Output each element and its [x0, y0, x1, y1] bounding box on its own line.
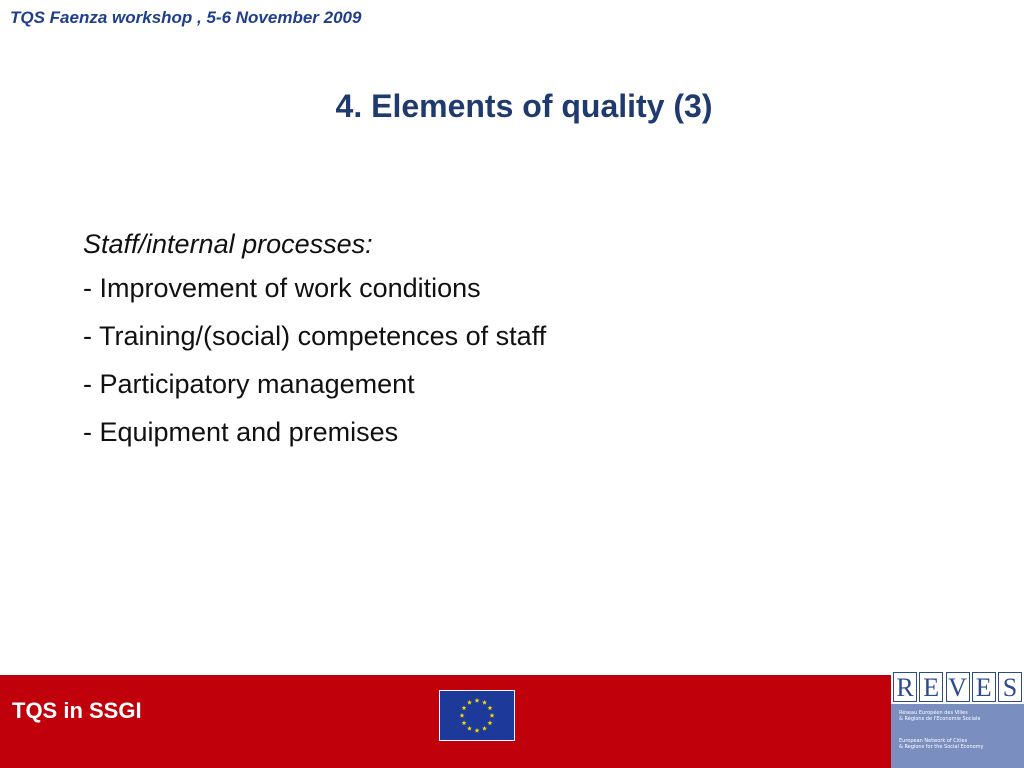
logo-line: European Network of Cities [899, 738, 968, 744]
event-header: TQS Faenza workshop , 5-6 November 2009 [10, 8, 362, 27]
logo-line: Réseau Européen des Villes [899, 710, 968, 716]
bullet-item: - Training/(social) competences of staff [83, 321, 547, 351]
logo-french-text [899, 710, 980, 722]
eu-star-icon [467, 700, 472, 705]
logo-line: & Regions for the Social Economy [899, 744, 984, 750]
eu-star-icon [462, 720, 467, 725]
bullet-item: - Equipment and premises [83, 417, 399, 447]
logo-line: & Régions de l'Economie Sociale [899, 716, 981, 722]
reves-wordmark [891, 670, 1024, 704]
eu-star-icon [467, 726, 472, 731]
bullet-item: - Participatory management [83, 369, 415, 399]
logo-english-text [899, 738, 984, 750]
eu-star-icon [462, 705, 467, 710]
footer-label: TQS in SSGI [12, 698, 142, 723]
reves-logo [891, 670, 1024, 768]
logo-letter: R [893, 672, 917, 702]
logo-letter: E [919, 672, 943, 702]
eu-star-icon [488, 720, 493, 725]
eu-star-icon [488, 705, 493, 710]
logo-letter: S [998, 672, 1022, 702]
eu-star-icon [482, 726, 487, 731]
slide-body [83, 224, 546, 456]
eu-flag-icon [439, 690, 515, 741]
bullet-item: - Improvement of work conditions [83, 273, 481, 303]
slide-title: 4. Elements of quality (3) [335, 88, 713, 124]
eu-star-icon [490, 713, 495, 718]
logo-letter: E [972, 672, 996, 702]
eu-star-icon [482, 700, 487, 705]
eu-star-icon [460, 713, 465, 718]
eu-star-icon [475, 698, 480, 703]
body-intro: Staff/internal processes: [83, 229, 373, 259]
logo-letter: V [946, 672, 970, 702]
eu-star-icon [475, 728, 480, 733]
